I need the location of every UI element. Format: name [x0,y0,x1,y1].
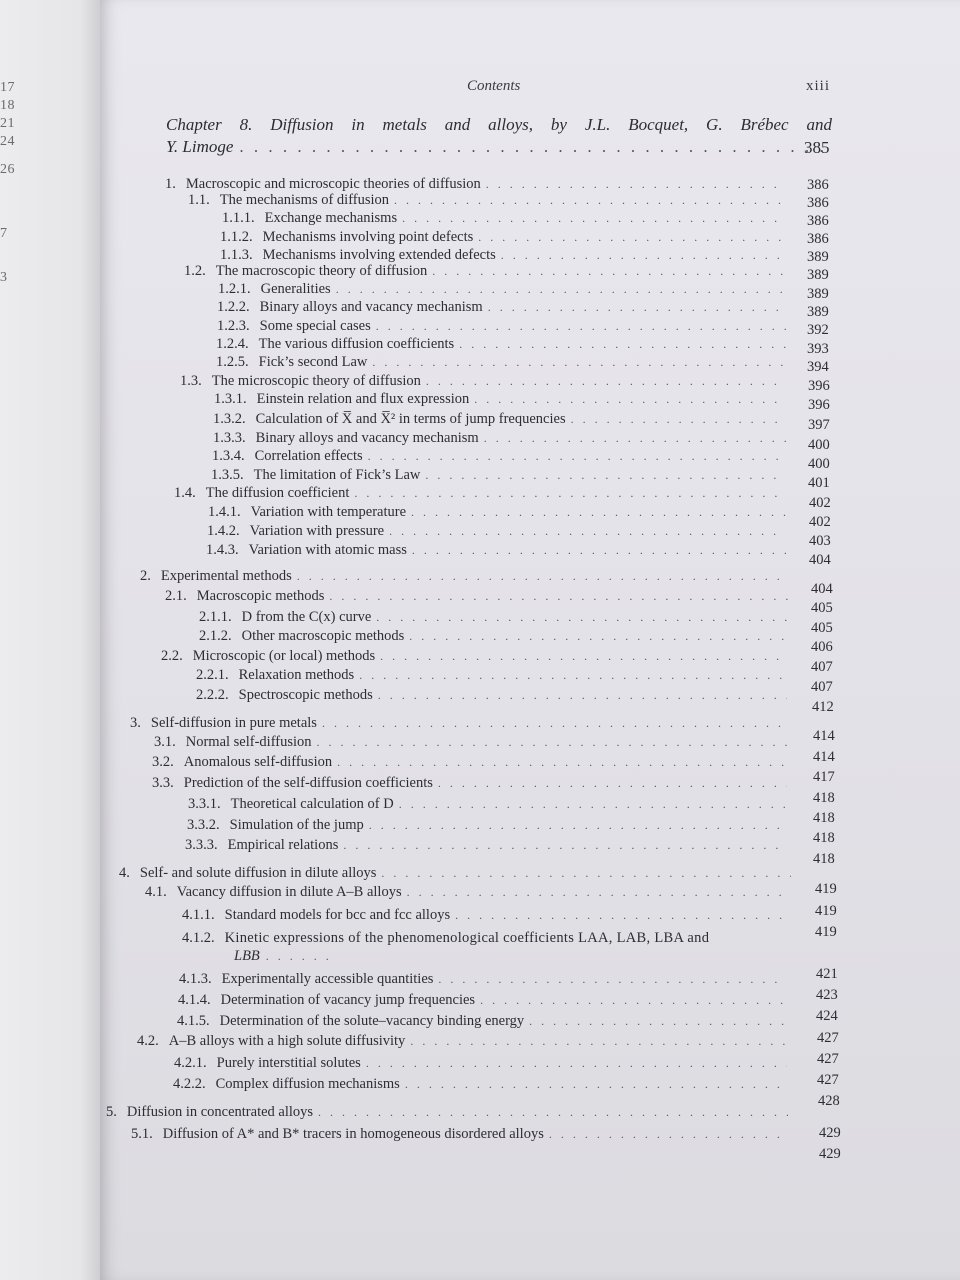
toc-entry [154,734,795,751]
toc-entry-title: Microscopic (or local) methods [192,648,376,664]
toc-entry-number: 1.2.3. [217,318,250,334]
toc-entry-title: Standard models for bcc and fcc alloys [224,907,451,923]
dot-leader [459,337,786,352]
toc-page-number: 418 [813,851,835,867]
dot-leader [549,1127,787,1142]
toc-page-number: 419 [815,924,837,940]
toc-entry [208,504,794,521]
dot-leader [409,629,788,644]
toc-entry-title: LBB [234,948,260,964]
toc-entry [161,648,796,665]
toc-entry-number: 4.2.2. [173,1076,206,1092]
toc-entry-number: 1.1.2. [220,229,253,245]
toc-entry [152,754,796,771]
dot-leader [266,949,336,964]
running-head: Contents [467,78,521,94]
toc-entry [222,210,793,227]
dot-leader [389,524,786,539]
toc-entry-title: Variation with atomic mass [248,542,407,558]
toc-entry-title: Macroscopic methods [196,588,325,604]
dot-leader [318,1105,788,1120]
dot-leader [488,300,786,315]
edge-page-number: 7 [0,226,8,241]
toc-page-number: 429 [819,1146,841,1162]
dot-leader [297,569,787,584]
toc-entry-title: The microscopic theory of diffusion [211,373,421,389]
toc-entry [207,523,794,540]
toc-entry [130,715,796,732]
toc-entry-title: Determination of the solute–vacancy binding energy [219,1013,525,1029]
toc-page-number: 417 [813,769,835,785]
toc-entry-title: Diffusion in concentrated alloys [126,1104,314,1120]
toc-entry-number: 1.2.5. [216,354,249,370]
dot-leader [432,264,787,279]
toc-entry [140,568,795,585]
toc-page-number: 407 [811,659,833,675]
toc-entry [131,1126,795,1143]
toc-page-number: 402 [809,514,831,530]
dot-leader [484,431,787,446]
toc-entry [173,1076,795,1093]
toc-entry-title: Experimental methods [160,568,292,584]
toc-entry [206,542,794,559]
toc-page-number: 405 [811,620,833,636]
toc-entry-title: Self-diffusion in pure metals [150,715,317,731]
toc-entry [217,299,794,316]
dot-leader [359,668,787,683]
dot-leader [376,610,787,625]
toc-entry-title: Vacancy diffusion in dilute A–B alloys [176,884,402,900]
toc-page-number: 389 [807,267,829,283]
toc-entry-title: Theoretical calculation of D [230,796,394,812]
toc-entry-title: Macroscopic and microscopic theories of diffusion [185,176,481,192]
toc-entry [220,229,793,246]
toc-entry-number: 1.1.3. [220,247,253,263]
toc-entry-number: 4.1.2. [182,930,215,946]
toc-entry-number: 3.3. [152,775,174,791]
toc-page-number: 400 [808,437,830,453]
toc-entry-title: Complex diffusion mechanisms [215,1076,400,1092]
edge-page-number: 21 [0,116,15,131]
toc-entry-title: Simulation of the jump [229,817,364,833]
toc-entry-title: Self- and solute diffusion in dilute alloys [139,865,377,881]
toc-entry [165,176,791,193]
chapter-author: Y. Limoge [166,137,234,156]
toc-entry-number: 5. [106,1104,117,1120]
toc-entry [218,281,793,298]
toc-entry-title: Determination of vacancy jump frequencies [220,992,476,1008]
toc-entry-number: 1.2.1. [218,281,251,297]
toc-page-number: 386 [807,213,829,229]
toc-page-number: 406 [811,639,833,655]
toc-entry-title: Binary alloys and vacancy mechanism [255,430,479,446]
dot-leader [402,211,785,226]
edge-page-number: 3 [0,270,8,285]
toc-page-number: 397 [808,417,830,433]
toc-entry-title: Experimentally accessible quantities [221,971,434,987]
toc-page-number: 386 [807,177,829,193]
toc-entry [119,865,799,882]
dot-leader [380,649,788,664]
toc-entry-number: 1.3.2. [213,411,246,427]
toc-page-number: 405 [811,600,833,616]
toc-page-number: 386 [807,195,829,211]
contents-page [100,0,960,1280]
toc-entry-title: The macroscopic theory of diffusion [215,263,428,279]
toc-entry-title: Spectroscopic methods [238,687,373,703]
toc-entry-number: 2. [140,568,151,584]
toc-page-number: 402 [809,495,831,511]
toc-entry-number: 1.2. [184,263,206,279]
edge-page-number: 26 [0,162,15,177]
toc-entry-number: 2.2. [161,648,183,664]
toc-entry [152,775,795,792]
toc-entry-title: Mechanisms involving point defects [262,229,474,245]
dot-leader [329,589,788,604]
dot-leader [369,818,786,833]
dot-leader [372,355,786,370]
dot-leader [376,319,786,334]
toc-entry [213,430,795,447]
toc-entry-title: Anomalous self-diffusion [183,754,333,770]
dot-leader [366,1056,787,1071]
toc-entry [234,948,344,965]
toc-entry-title: The various diffusion coefficients [258,336,455,352]
toc-entry-title: The limitation of Fick’s Law [253,467,421,483]
dot-leader [412,543,786,558]
toc-page-number: 423 [816,987,838,1003]
toc-entry-title: Normal self-diffusion [185,734,312,750]
toc-entry-number: 2.1.2. [199,628,232,644]
toc-page-number: 414 [813,749,835,765]
toc-page-number: 419 [815,881,837,897]
toc-entry-number: 3.1. [154,734,176,750]
dot-leader [322,716,788,731]
toc-entry-number: 4.1.3. [179,971,212,987]
toc-page-number: 392 [807,322,829,338]
toc-entry-number: 3.2. [152,754,174,770]
toc-page-number: 421 [816,966,838,982]
toc-entry [196,667,795,684]
toc-entry [211,467,794,484]
toc-entry [199,609,795,626]
toc-entry-number: 3.3.1. [188,796,221,812]
toc-entry-title: Variation with pressure [249,523,385,539]
dot-leader [368,449,786,464]
toc-page-number: 418 [813,810,835,826]
dot-leader [501,248,785,263]
toc-page-number: 401 [808,475,830,491]
toc-entry-title: Correlation effects [254,448,363,464]
toc-entry-number: 1.4. [174,485,196,501]
toc-entry-number: 2.2.1. [196,667,229,683]
dot-leader [399,797,787,812]
toc-entry [165,588,796,605]
toc-entry-title: Other macroscopic methods [241,628,405,644]
toc-entry-number: 3.3.3. [185,837,218,853]
dot-leader [486,177,783,192]
chapter-title-line-1: Chapter 8. Diffusion in metals and alloys, by J.L. Bocquet, G. Brébec and [166,115,832,134]
toc-entry-title: Kinetic expressions of the phenomenological coefficients LAA, LAB, LBA and [224,930,710,946]
toc-entry-number: 4.1.5. [177,1013,210,1029]
toc-entry-number: 3. [130,715,141,731]
toc-page-number: 407 [811,679,833,695]
toc-entry-title: The mechanisms of diffusion [219,192,390,208]
toc-entry [213,411,793,428]
toc-entry-number: 1.3.4. [212,448,245,464]
dot-leader [455,908,791,923]
chapter-heading [166,114,832,158]
toc-entry-number: 1.4.1. [208,504,241,520]
toc-page-number: 427 [817,1030,839,1046]
toc-entry-number: 2.1. [165,588,187,604]
toc-entry [187,817,794,834]
toc-entry-number: 1.3. [180,373,202,389]
dot-leader [239,136,826,158]
toc-entry-number: 1.3.5. [211,467,244,483]
toc-entry [216,336,794,353]
toc-entry-title: The diffusion coefficient [205,485,350,501]
dot-leader [381,866,791,881]
toc-entry-title: Calculation of X̅ and X̅² in terms of jump frequencies [255,411,566,427]
chapter-page-number: 385 [804,138,830,157]
toc-entry [174,485,793,502]
dot-leader [438,972,786,987]
dot-leader [405,1077,787,1092]
toc-page-number: 428 [818,1093,840,1109]
toc-entry [196,687,795,704]
dot-leader [336,282,785,297]
toc-page-number: 400 [808,456,830,472]
toc-page-number: 386 [807,231,829,247]
toc-entry-title: Diffusion of A* and B* tracers in homogeneous disordered alloys [162,1126,544,1142]
edge-page-number: 17 [0,80,15,95]
toc-entry-number: 1.2.2. [217,299,250,315]
dot-leader [410,1034,787,1049]
toc-entry-number: 1.4.2. [207,523,240,539]
toc-entry [106,1104,796,1121]
dot-leader [529,1014,787,1029]
toc-entry-number: 4.2. [137,1033,159,1049]
toc-entry-title: Purely interstitial solutes [216,1055,361,1071]
toc-entry-number: 5.1. [131,1126,153,1142]
toc-page-number: 389 [807,286,829,302]
toc-entry [180,373,793,390]
edge-page-number: 24 [0,134,15,149]
toc-entry-number: 1.3.3. [213,430,246,446]
toc-page-number: 389 [807,304,829,320]
toc-entry [185,837,795,854]
toc-entry-number: 4. [119,865,130,881]
toc-entry [137,1033,795,1050]
toc-entry-title: Fick’s second Law [258,354,368,370]
toc-entry [174,1055,795,1072]
toc-page-number: 418 [813,790,835,806]
toc-entry [214,391,793,408]
toc-entry [177,1013,795,1030]
toc-entry-number: 1.3.1. [214,391,247,407]
toc-page-number: 427 [817,1051,839,1067]
toc-entry-title: Generalities [260,281,331,297]
dot-leader [438,776,787,791]
toc-entry-title: Binary alloys and vacancy mechanism [259,299,483,315]
toc-page-number: 419 [815,903,837,919]
toc-entry [188,192,793,209]
toc-entry [217,318,794,335]
dot-leader [317,735,787,750]
toc-page-number: 403 [809,533,831,549]
toc-entry [188,796,795,813]
toc-page-number: 418 [813,830,835,846]
left-facing-page [0,0,100,1280]
toc-entry [182,907,799,924]
dot-leader [474,392,785,407]
dot-leader [571,412,785,427]
toc-page-number: 393 [807,341,829,357]
toc-entry-number: 2.2.2. [196,687,229,703]
toc-entry-number: 3.3.2. [187,817,220,833]
toc-entry-title: Mechanisms involving extended defects [262,247,496,263]
dot-leader [407,885,791,900]
toc-entry-title: Empirical relations [227,837,339,853]
toc-entry [145,884,799,901]
dot-leader [480,993,786,1008]
toc-entry-number: 2.1.1. [199,609,232,625]
toc-entry-title: Some special cases [259,318,371,334]
toc-page-number: 412 [812,699,834,715]
toc-entry [199,628,796,645]
page-folio: xiii [806,78,831,94]
toc-entry-number: 4.1.1. [182,907,215,923]
toc-page-number: 427 [817,1072,839,1088]
toc-entry-title: Einstein relation and flux expression [256,391,470,407]
toc-entry-title: Exchange mechanisms [264,210,398,226]
toc-page-number: 394 [807,359,829,375]
toc-entry-number: 4.1.4. [178,992,211,1008]
toc-entry-number: 4.1. [145,884,167,900]
toc-entry [182,930,794,947]
edge-page-number: 18 [0,98,15,113]
toc-entry-number: 1.1. [188,192,210,208]
toc-entry [220,247,793,264]
toc-page-number: 396 [808,397,830,413]
toc-page-number: 389 [807,249,829,265]
toc-entry [178,992,794,1009]
toc-entry-number: 1.4.3. [206,542,239,558]
toc-page-number: 404 [811,581,833,597]
toc-page-number: 429 [819,1125,841,1141]
toc-page-number: 396 [808,378,830,394]
toc-entry [179,971,794,988]
toc-entry-title: Variation with temperature [250,504,407,520]
toc-entry-title: Relaxation methods [238,667,355,683]
dot-leader [411,505,786,520]
dot-leader [478,230,785,245]
toc-page-number: 414 [813,728,835,744]
toc-page-number: 424 [816,1008,838,1024]
toc-page-number: 404 [809,552,831,568]
dot-leader [354,486,785,501]
toc-entry-title: Prediction of the self-diffusion coefficients [183,775,433,791]
dot-leader [394,193,785,208]
toc-entry [184,263,795,280]
toc-entry-number: 4.2.1. [174,1055,207,1071]
dot-leader [426,374,785,389]
chapter-title-line-2 [166,136,832,158]
toc-entry-title: A–B alloys with a high solute diffusivity [168,1033,406,1049]
dot-leader [378,688,787,703]
toc-entry [212,448,794,465]
toc-entry-number: 1. [165,176,176,192]
toc-entry-title: D from the C(x) curve [241,609,372,625]
dot-leader [425,468,786,483]
toc-entry-number: 1.2.4. [216,336,249,352]
dot-leader [337,755,788,770]
toc-entry-number: 1.1.1. [222,210,255,226]
dot-leader [343,838,787,853]
toc-entry [216,354,794,371]
